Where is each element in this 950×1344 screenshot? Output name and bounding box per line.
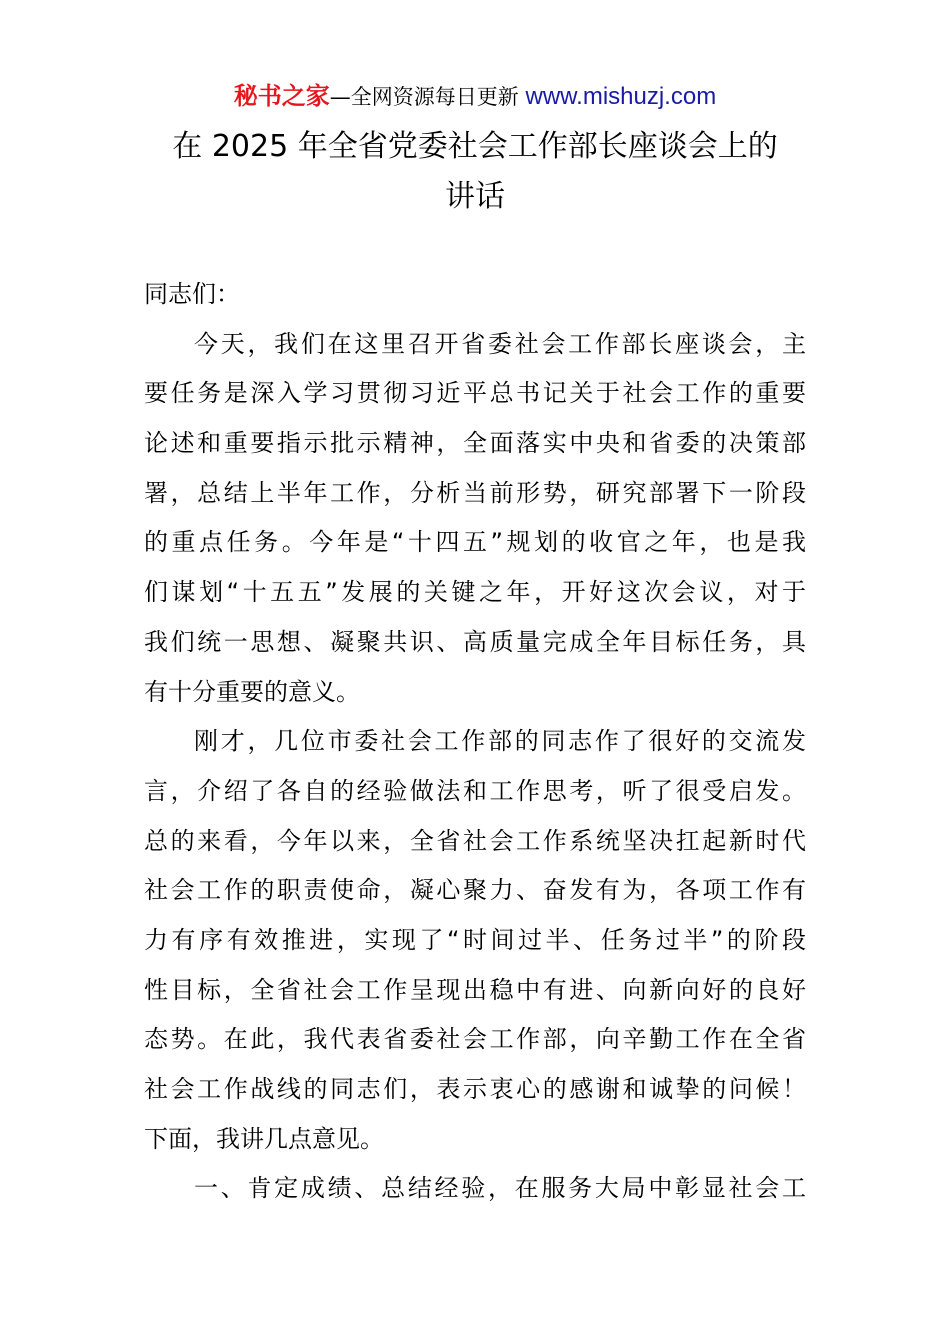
title-line-2: 讲话	[445, 179, 505, 214]
paragraph-line: 性目标，全省社会工作呈现出稳中有进、向新向好的良好	[144, 975, 806, 1004]
paragraph-line: 有十分重要的意义。	[144, 677, 360, 706]
paragraph-line: 署，总结上半年工作，分析当前形势，研究部署下一阶段	[144, 478, 806, 507]
paragraph	[144, 320, 806, 718]
title-line-1: 在 2025 年全省党委社会工作部长座谈会上的	[172, 129, 778, 164]
paragraph	[144, 1164, 806, 1214]
brand-name: 秘书之家	[233, 82, 330, 110]
paragraph-line: 刚才，几位市委社会工作部的同志作了很好的交流发	[194, 727, 806, 756]
paragraph-line: 力有序有效推进，实现了“时间过半、任务过半”的阶段	[144, 925, 806, 954]
paragraph-line: 言，介绍了各自的经验做法和工作思考，听了很受启发。	[144, 776, 806, 805]
paragraph-line: 一、肯定成绩、总结经验，在服务大局中彰显社会工	[194, 1174, 806, 1203]
site-banner	[0, 78, 950, 115]
paragraph	[144, 717, 806, 1164]
paragraph-line: 要任务是深入学习贯彻习近平总书记关于社会工作的重要	[144, 379, 806, 408]
banner-url[interactable]: www.mishuzj.com	[525, 83, 717, 110]
paragraph-line: 态势。在此，我代表省委社会工作部，向辛勤工作在全省	[144, 1025, 806, 1054]
greeting: 同志们：	[144, 280, 240, 308]
paragraph-line: 总的来看，今年以来，全省社会工作系统坚决扛起新时代	[144, 826, 806, 855]
banner-slogan: —全网资源每日更新	[329, 85, 526, 109]
paragraph-line: 我们统一思想、凝聚共识、高质量完成全年目标任务，具	[144, 627, 806, 656]
paragraph-line: 今天，我们在这里召开省委社会工作部长座谈会，主	[194, 329, 806, 358]
paragraph-line: 论述和重要指示批示精神，全面落实中央和省委的决策部	[144, 429, 806, 458]
paragraph-line: 下面，我讲几点意见。	[144, 1124, 384, 1153]
paragraph-line: 们谋划“十五五”发展的关键之年，开好这次会议，对于	[144, 578, 806, 607]
paragraph-line: 的重点任务。今年是“十四五”规划的收官之年，也是我	[144, 528, 806, 557]
paragraph-line: 社会工作的职责使命，凝心聚力、奋发有为，各项工作有	[144, 876, 806, 905]
paragraph-line: 社会工作战线的同志们，表示衷心的感谢和诚挚的问候！	[144, 1075, 806, 1103]
document-title	[0, 122, 950, 222]
document-body	[144, 270, 806, 1214]
